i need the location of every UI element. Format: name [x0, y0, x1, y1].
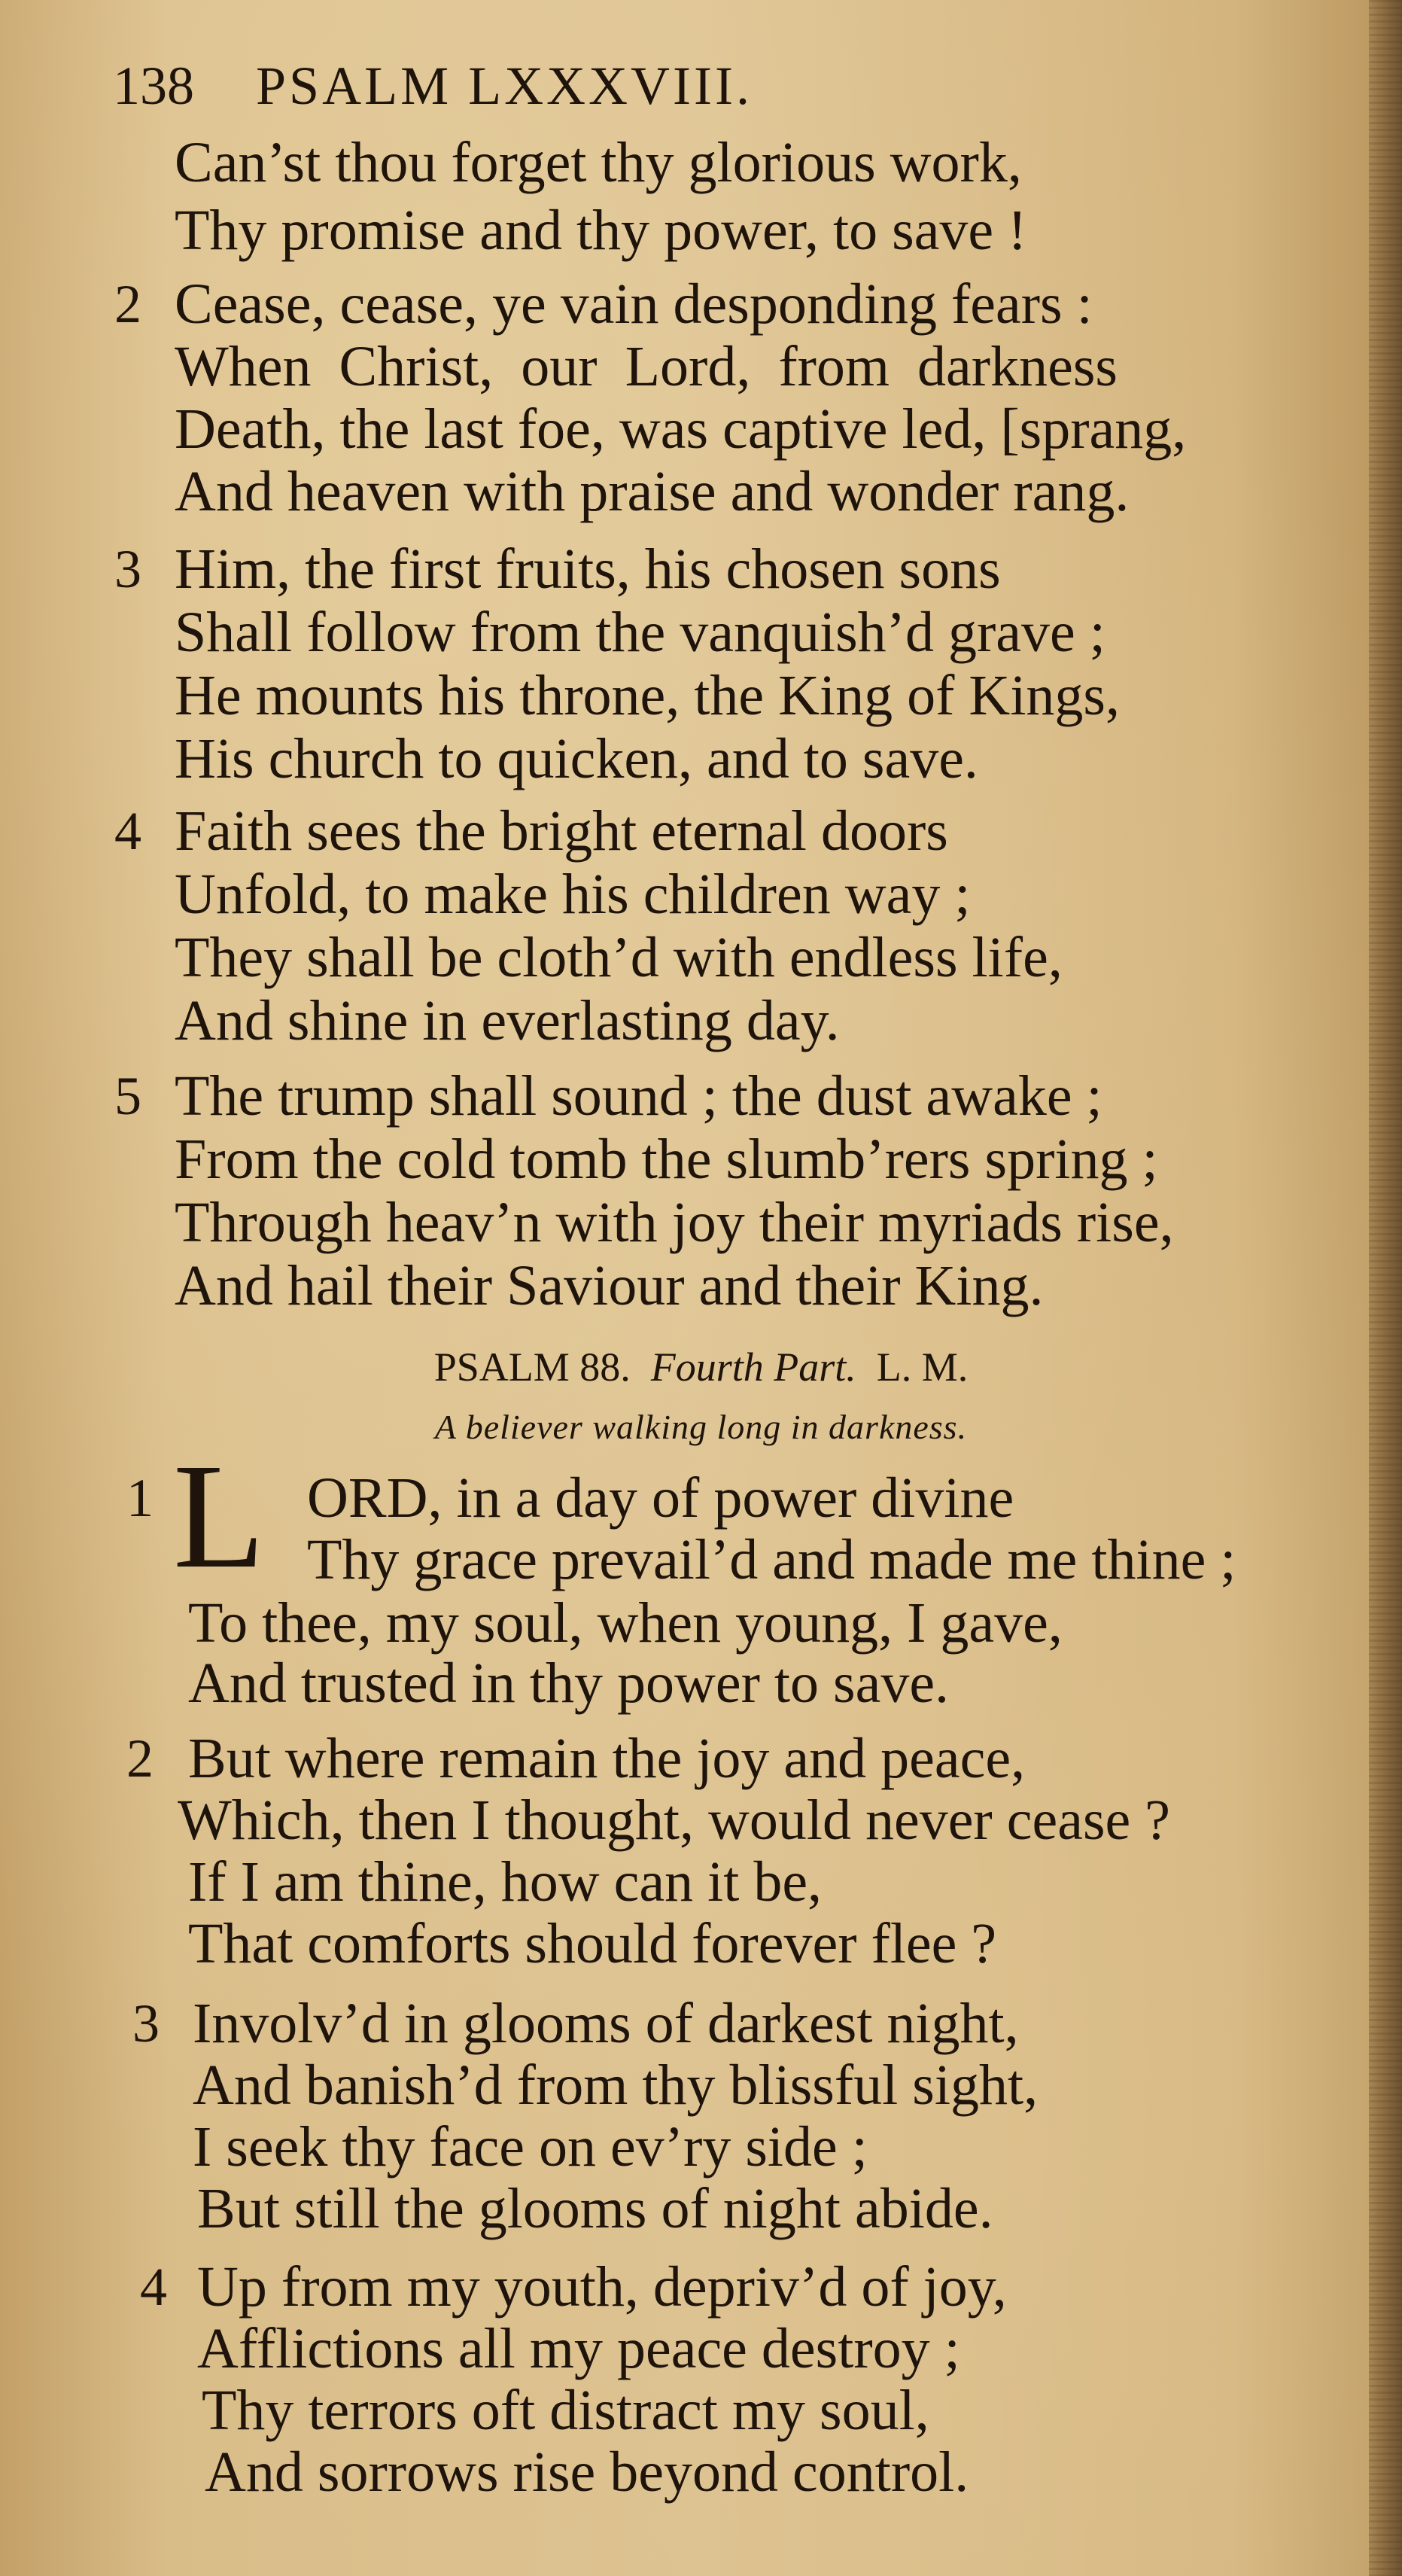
- verse-line: They shall be cloth’d with endless life,: [175, 926, 1063, 989]
- verse-line: Thy promise and thy power, to save !: [175, 199, 1027, 262]
- verse-line: And heaven with praise and wonder rang.: [175, 460, 1130, 523]
- verse-line: Him, the first fruits, his chosen sons: [175, 537, 1001, 601]
- verse-line: His church to quicken, and to save.: [175, 727, 978, 790]
- section-heading: [0, 1343, 1402, 1391]
- verse-line: He mounts his throne, the King of Kings,: [175, 664, 1121, 727]
- verse-line: Thy terrors oft distract my soul,: [202, 2379, 929, 2442]
- verse-line: Through heav’n with joy their myriads rise,: [175, 1191, 1174, 1254]
- verse-line: The trump shall sound ; the dust awake ;: [175, 1064, 1102, 1128]
- verse-line: Involv’d in glooms of darkest night,: [193, 1992, 1019, 2055]
- verse-line: Shall follow from the vanquish’d grave ;: [175, 601, 1105, 664]
- stanza-number: 2: [114, 274, 141, 334]
- stanza-number: 2: [126, 1728, 154, 1789]
- verse-line: Thy grace prevail’d and made me thine ;: [307, 1528, 1236, 1591]
- verse-line: From the cold tomb the slumb’rers spring ;: [175, 1128, 1158, 1191]
- page-title: PSALM LXXXVIII.: [256, 56, 753, 116]
- verse-line: But still the glooms of night abide.: [197, 2177, 993, 2240]
- verse-line: And banish’d from thy blissful sight,: [193, 2054, 1039, 2117]
- verse-line: If I am thine, how can it be,: [188, 1850, 823, 1914]
- stanza-number: 3: [114, 539, 141, 599]
- verse-line: And shine in everlasting day.: [175, 989, 840, 1052]
- heading-meter: L. M.: [876, 1344, 969, 1390]
- verse-line: And trusted in thy power to save.: [188, 1652, 950, 1715]
- verse-line: Afflictions all my peace destroy ;: [197, 2317, 960, 2380]
- heading-part: Fourth Part.: [650, 1344, 856, 1390]
- stanza-number: 1: [126, 1468, 154, 1528]
- stanza-number: 4: [140, 2257, 167, 2317]
- verse-line: Death, the last foe, was captive led, [sprang,: [175, 397, 1187, 461]
- page-number: 138: [113, 56, 194, 116]
- page-edge: [1369, 0, 1402, 2576]
- verse-line: Cease, cease, ye vain desponding fears :: [175, 273, 1093, 336]
- verse-line: When Christ, our Lord, from darkness: [175, 335, 1118, 398]
- drop-cap: L: [173, 1433, 266, 1600]
- verse-line: To thee, my soul, when young, I gave,: [188, 1591, 1063, 1655]
- verse-line: And sorrows rise beyond control.: [205, 2441, 969, 2504]
- section-subtitle: A believer walking long in darkness.: [434, 1408, 968, 1446]
- verse-line: Up from my youth, depriv’d of joy,: [197, 2255, 1007, 2319]
- verse-line: That comforts should forever flee ?: [188, 1912, 997, 1975]
- stanza-number: 3: [132, 1993, 160, 2054]
- stanza-number: 5: [114, 1066, 141, 1126]
- verse-line: And hail their Saviour and their King.: [175, 1254, 1044, 1317]
- verse-line: Faith sees the bright eternal doors: [175, 799, 948, 863]
- verse-line: ORD, in a day of power divine: [307, 1466, 1014, 1530]
- verse-line: Unfold, to make his children way ;: [175, 863, 971, 926]
- heading-psalm: PSALM 88.: [433, 1344, 631, 1390]
- stanza-number: 4: [114, 801, 141, 861]
- verse-line: But where remain the joy and peace,: [188, 1727, 1026, 1790]
- verse-line: Which, then I thought, would never cease ?: [178, 1789, 1170, 1852]
- verse-line: Can’st thou forget thy glorious work,: [175, 131, 1022, 194]
- running-header: [113, 51, 1016, 120]
- verse-line: I seek thy face on ev’ry side ;: [193, 2115, 868, 2179]
